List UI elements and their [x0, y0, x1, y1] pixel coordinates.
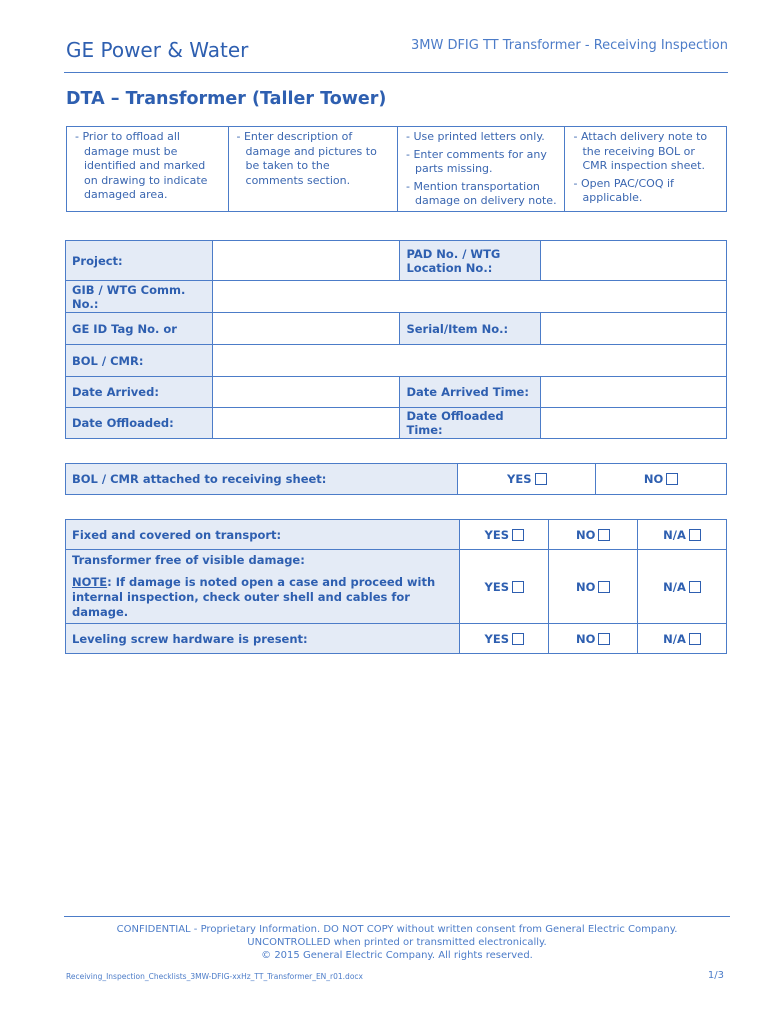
- na-option[interactable]: [638, 520, 727, 550]
- na-option[interactable]: [638, 550, 727, 624]
- project-label: Project:: [66, 241, 213, 281]
- checklist-row-label: Fixed and covered on transport:: [66, 520, 460, 550]
- bol-attached-table: [65, 463, 727, 495]
- date-offloaded-field[interactable]: [212, 408, 400, 439]
- no-checkbox[interactable]: [598, 529, 610, 541]
- no-label: NO: [575, 631, 596, 646]
- no-option[interactable]: [549, 624, 638, 654]
- header-divider: [64, 72, 728, 73]
- no-label: NO: [643, 472, 664, 486]
- date-arrived-time-field[interactable]: [541, 377, 727, 408]
- yes-option[interactable]: [460, 550, 549, 624]
- page-number: 1/3: [707, 970, 724, 981]
- instruction-item: - Prior to offload all damage must be identified and marked on drawing to indicate damaged area.: [75, 130, 222, 203]
- checklist-row: [66, 550, 727, 624]
- gib-field[interactable]: [212, 281, 726, 313]
- note-prefix: NOTE: [72, 575, 108, 589]
- na-checkbox[interactable]: [689, 581, 701, 593]
- instruction-item: - Mention transportation damage on delivery note.: [406, 180, 558, 209]
- checklist-row-label: Transformer free of visible damage:: [72, 553, 305, 567]
- serial-field[interactable]: [541, 313, 727, 345]
- instruction-item: - Enter comments for any parts missing.: [406, 148, 558, 177]
- na-checkbox[interactable]: [689, 529, 701, 541]
- bol-attached-no-option[interactable]: [596, 464, 727, 495]
- bol-field[interactable]: [212, 345, 726, 377]
- na-label: N/A: [663, 631, 686, 646]
- damage-note: [72, 575, 453, 620]
- footer-notice: [64, 923, 730, 962]
- instructions-column: [67, 127, 228, 211]
- yes-option[interactable]: [460, 520, 549, 550]
- no-option[interactable]: [549, 550, 638, 624]
- na-label: N/A: [663, 527, 686, 542]
- file-name: Receiving_Inspection_Checklists_3MW-DFIG-xxHz_TT_Transformer_EN_r01.docx: [66, 972, 363, 981]
- date-offloaded-time-label: Date Offloaded Time:: [400, 408, 541, 439]
- document-title: 3MW DFIG TT Transformer - Receiving Inspection: [410, 38, 728, 53]
- uncontrolled-line: UNCONTROLLED when printed or transmitted electronically.: [247, 937, 547, 948]
- pad-no-label: PAD No. / WTG Location No.:: [400, 241, 541, 281]
- ge-id-field[interactable]: [212, 313, 400, 345]
- checklist-row-label: Leveling screw hardware is present:: [66, 624, 460, 654]
- na-label: N/A: [663, 579, 686, 594]
- footer-divider: [64, 916, 730, 917]
- gib-label: GIB / WTG Comm. No.:: [66, 281, 213, 313]
- instructions-column: [228, 127, 397, 211]
- na-checkbox[interactable]: [689, 633, 701, 645]
- pad-no-field[interactable]: [541, 241, 727, 281]
- bol-attached-label: BOL / CMR attached to receiving sheet:: [66, 464, 458, 495]
- instructions-box: [66, 126, 727, 212]
- yes-label: YES: [484, 527, 510, 542]
- na-option[interactable]: [638, 624, 727, 654]
- no-checkbox[interactable]: [666, 473, 678, 485]
- bol-attached-yes-option[interactable]: [458, 464, 596, 495]
- date-arrived-time-label: Date Arrived Time:: [400, 377, 541, 408]
- instruction-item: - Attach delivery note to the receiving BOL or CMR inspection sheet.: [573, 130, 720, 174]
- yes-label: YES: [484, 579, 510, 594]
- yes-checkbox[interactable]: [512, 633, 524, 645]
- shipment-info-table: [65, 240, 727, 439]
- no-checkbox[interactable]: [598, 633, 610, 645]
- yes-option[interactable]: [460, 624, 549, 654]
- yes-label: YES: [484, 631, 510, 646]
- confidential-line: CONFIDENTIAL - Proprietary Information. DO NOT COPY without written consent from General Electric Company.: [116, 924, 678, 935]
- serial-label: Serial/Item No.:: [400, 313, 541, 345]
- instruction-item: - Enter description of damage and pictures to be taken to the comments section.: [237, 130, 391, 188]
- instruction-item: - Open PAC/COQ if applicable.: [573, 177, 720, 206]
- checklist-row-label-with-note: [66, 550, 460, 624]
- instruction-item: - Use printed letters only.: [406, 130, 558, 145]
- bol-label: BOL / CMR:: [66, 345, 213, 377]
- ge-id-label: GE ID Tag No. or: [66, 313, 213, 345]
- copyright-line: © 2015 General Electric Company. All rights reserved.: [261, 950, 533, 961]
- date-arrived-label: Date Arrived:: [66, 377, 213, 408]
- no-label: NO: [575, 579, 596, 594]
- checklist-row: [66, 624, 727, 654]
- yes-checkbox[interactable]: [535, 473, 547, 485]
- inspection-checklist-table: [65, 519, 727, 654]
- date-offloaded-time-field[interactable]: [541, 408, 727, 439]
- yes-checkbox[interactable]: [512, 581, 524, 593]
- date-arrived-field[interactable]: [212, 377, 400, 408]
- section-title: DTA – Transformer (Taller Tower): [66, 89, 387, 109]
- no-checkbox[interactable]: [598, 581, 610, 593]
- yes-label: YES: [507, 472, 532, 486]
- yes-checkbox[interactable]: [512, 529, 524, 541]
- no-label: NO: [575, 527, 596, 542]
- project-field[interactable]: [212, 241, 400, 281]
- checklist-row: [66, 520, 727, 550]
- instructions-column: [397, 127, 564, 211]
- instructions-column: [564, 127, 726, 211]
- date-offloaded-label: Date Offloaded:: [66, 408, 213, 439]
- note-text: : If damage is noted open a case and proceed with internal inspection, check outer shell and cables for damage.: [72, 575, 436, 619]
- no-option[interactable]: [549, 520, 638, 550]
- brand-logo-text: GE Power & Water: [66, 38, 249, 62]
